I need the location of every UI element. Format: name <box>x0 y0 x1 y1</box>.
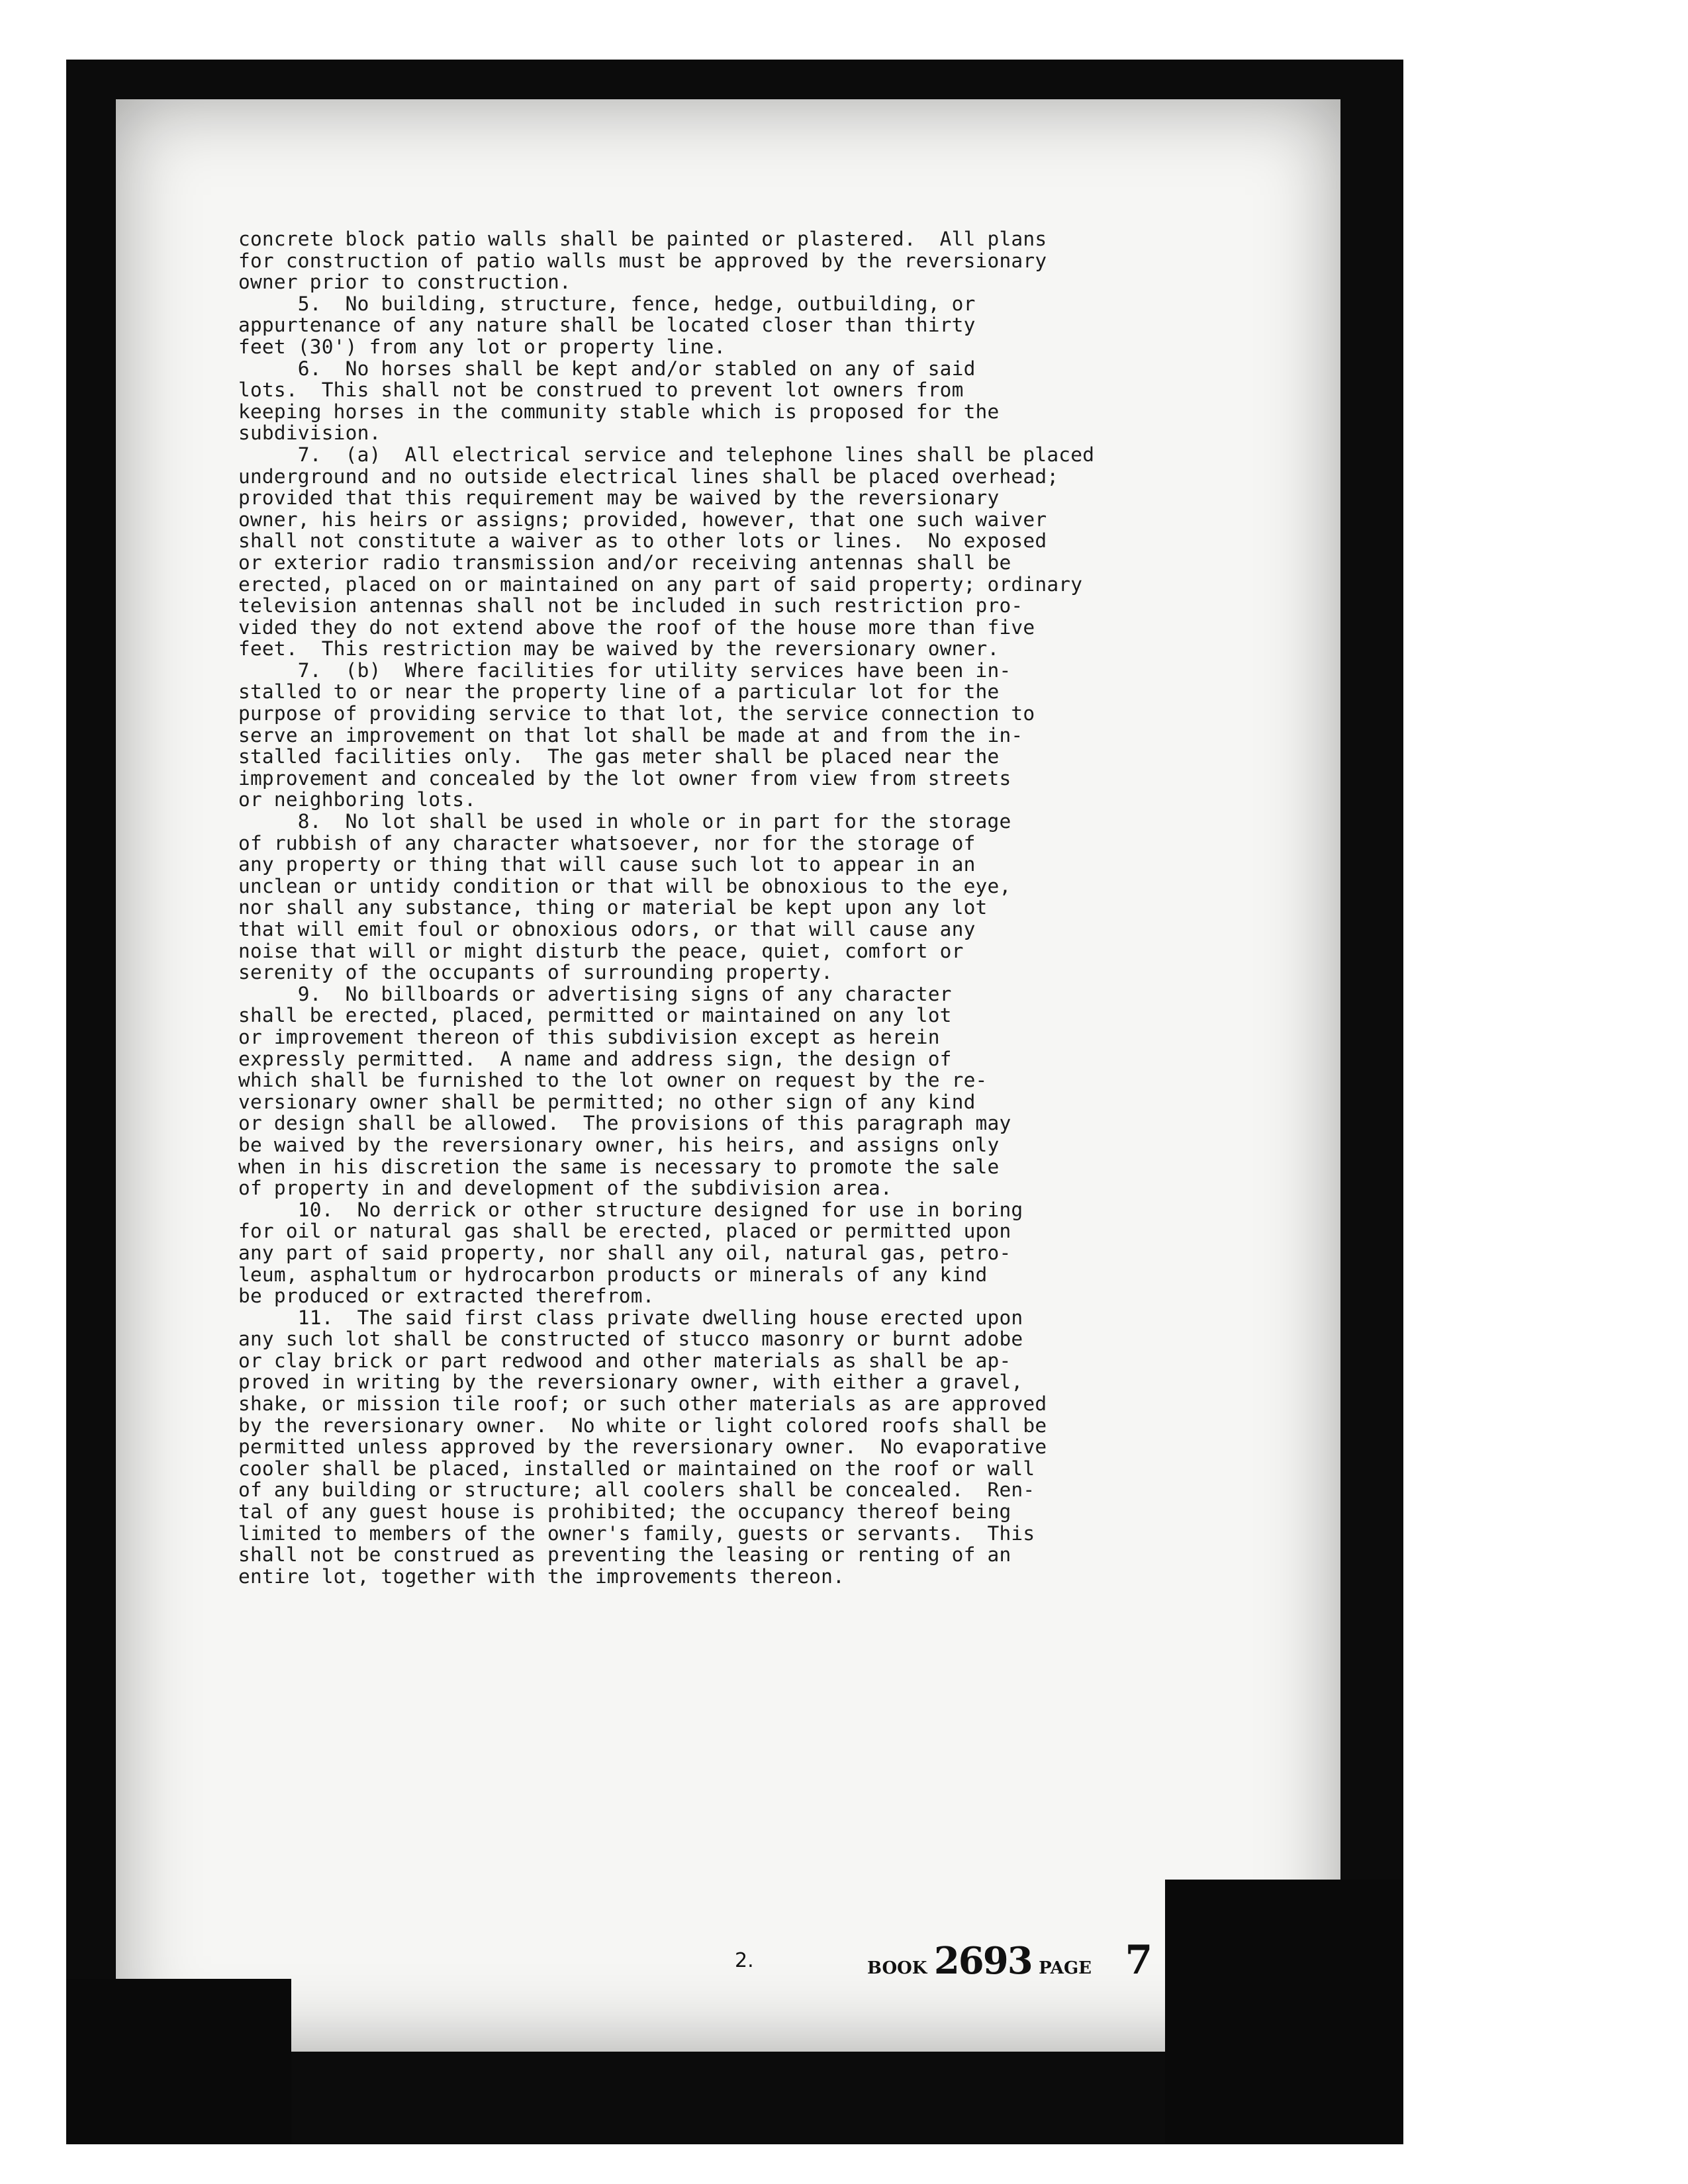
text-line: keeping horses in the community stable which is proposed for the <box>238 400 1000 423</box>
text-line: tal of any guest house is prohibited; the occupancy thereof being <box>238 1500 1011 1524</box>
document-body <box>238 228 1311 1587</box>
text-line: shall be erected, placed, permitted or maintained on any lot <box>238 1004 952 1027</box>
text-line: 8. No lot shall be used in whole or in part for the storage <box>238 810 1011 833</box>
text-line: provided that this requirement may be waived by the reversionary <box>238 486 1000 510</box>
text-line: or design shall be allowed. The provisions of this paragraph may <box>238 1112 1011 1135</box>
book-label: BOOK <box>867 1958 927 1978</box>
text-line: shake, or mission tile roof; or such other materials as are approved <box>238 1392 1047 1416</box>
scan-shadow-left <box>66 1979 291 2144</box>
text-line: any property or thing that will cause such lot to appear in an <box>238 853 976 876</box>
text-line: 7. (b) Where facilities for utility services have been in- <box>238 659 1011 682</box>
text-line: 11. The said first class private dwelling house erected upon <box>238 1306 1023 1329</box>
text-line: stalled facilities only. The gas meter shall be placed near the <box>238 745 1000 768</box>
book-number: 2693 <box>933 1939 1032 1983</box>
text-line: of rubbish of any character whatsoever, nor for the storage of <box>238 831 976 854</box>
text-line: of any building or structure; all coolers shall be concealed. Ren- <box>238 1479 1035 1502</box>
text-line: which shall be furnished to the lot owner on request by the re- <box>238 1069 988 1092</box>
text-line: of property in and development of the subdivision area. <box>238 1177 892 1200</box>
text-line: any part of said property, nor shall any oil, natural gas, petro- <box>238 1241 1011 1264</box>
text-line: serenity of the occupants of surrounding property. <box>238 961 833 984</box>
text-line: shall not constitute a waiver as to other lots or lines. No exposed <box>238 529 1047 553</box>
text-line: permitted unless approved by the reversionary owner. No evaporative <box>238 1435 1047 1459</box>
text-line: owner, his heirs or assigns; provided, however, that one such waiver <box>238 508 1047 531</box>
text-line: vided they do not extend above the roof of the house more than five <box>238 615 1035 639</box>
text-line: improvement and concealed by the lot owner from view from streets <box>238 766 1011 790</box>
text-line: be produced or extracted therefrom. <box>238 1285 655 1308</box>
text-line: 7. (a) All electrical service and telephone lines shall be placed <box>238 443 1095 466</box>
text-line: shall not be construed as preventing the leasing or renting of an <box>238 1543 1011 1567</box>
scan-shadow-right <box>1165 1880 1403 2144</box>
text-line: feet. This restriction may be waived by the reversionary owner. <box>238 637 1000 660</box>
text-line: proved in writing by the reversionary owner, with either a gravel, <box>238 1371 1023 1394</box>
text-line: 9. No billboards or advertising signs of any character <box>238 982 952 1005</box>
text-line: expressly permitted. A name and address sign, the design of <box>238 1047 952 1070</box>
text-line: or clay brick or part redwood and other materials as shall be ap- <box>238 1349 1011 1372</box>
text-line: for construction of patio walls must be approved by the reversionary <box>238 249 1047 272</box>
text-line: or neighboring lots. <box>238 788 477 811</box>
recording-stamp <box>867 1937 1152 1983</box>
text-line: television antennas shall not be included in such restriction pro- <box>238 594 1023 617</box>
text-line: or improvement thereon of this subdivision except as herein <box>238 1025 940 1048</box>
text-line: subdivision. <box>238 422 381 445</box>
text-line: when in his discretion the same is necessary to promote the sale <box>238 1155 1000 1178</box>
text-line: nor shall any substance, thing or material be kept upon any lot <box>238 896 988 919</box>
text-line: 5. No building, structure, fence, hedge, outbuilding, or <box>238 292 976 315</box>
text-line: purpose of providing service to that lot, the service connection to <box>238 702 1035 725</box>
text-line: cooler shall be placed, installed or maintained on the roof or wall <box>238 1457 1035 1480</box>
page-number: 2. <box>735 1949 754 1972</box>
text-line: any such lot shall be constructed of stucco masonry or burnt adobe <box>238 1328 1023 1351</box>
text-line: stalled to or near the property line of a particular lot for the <box>238 680 1000 704</box>
text-line: limited to members of the owner's family, guests or servants. This <box>238 1522 1035 1545</box>
text-line: 10. No derrick or other structure designed for use in boring <box>238 1198 1023 1221</box>
text-line: be waived by the reversionary owner, his heirs, and assigns only <box>238 1133 1000 1156</box>
page-value: 7 <box>1125 1937 1153 1983</box>
text-line: leum, asphaltum or hydrocarbon products or minerals of any kind <box>238 1263 988 1286</box>
text-line: erected, placed on or maintained on any part of said property; ordinary <box>238 572 1083 596</box>
text-line: appurtenance of any nature shall be located closer than thirty <box>238 314 976 337</box>
text-line: 6. No horses shall be kept and/or stabled on any of said <box>238 357 976 380</box>
page-label: PAGE <box>1039 1958 1092 1978</box>
text-line: entire lot, together with the improvements thereon. <box>238 1565 845 1588</box>
text-line: unclean or untidy condition or that will be obnoxious to the eye, <box>238 874 1011 897</box>
text-line: owner prior to construction. <box>238 271 571 294</box>
text-line: serve an improvement on that lot shall be made at and from the in- <box>238 723 1023 747</box>
text-line: by the reversionary owner. No white or light colored roofs shall be <box>238 1414 1047 1437</box>
text-line: for oil or natural gas shall be erected, placed or permitted upon <box>238 1220 1011 1243</box>
text-line: versionary owner shall be permitted; no other sign of any kind <box>238 1090 976 1113</box>
text-line: concrete block patio walls shall be painted or plastered. All plans <box>238 228 1047 250</box>
text-line: noise that will or might disturb the peace, quiet, comfort or <box>238 939 964 962</box>
text-line: underground and no outside electrical lines shall be placed overhead; <box>238 465 1059 488</box>
text-line: or exterior radio transmission and/or receiving antennas shall be <box>238 551 1011 574</box>
text-line: feet (30') from any lot or property line. <box>238 335 726 358</box>
text-line: that will emit foul or obnoxious odors, or that will cause any <box>238 918 976 940</box>
text-line: lots. This shall not be construed to prevent lot owners from <box>238 379 964 402</box>
